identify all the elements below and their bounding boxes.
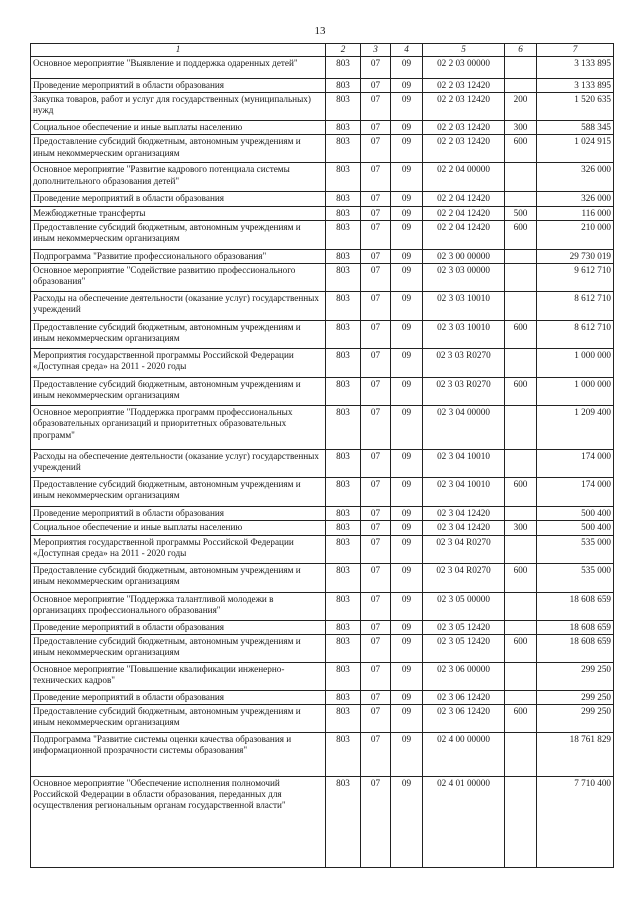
table-row	[31, 249, 614, 263]
row-sum-cell: 1 000 000	[537, 378, 614, 406]
header-cell: 1	[31, 44, 326, 57]
row-pr-cell: 09	[391, 450, 423, 478]
row-pr-cell: 09	[391, 192, 423, 206]
row-rz-cell: 07	[361, 535, 391, 563]
row-ved-cell: 803	[326, 776, 361, 867]
row-name-cell: Основное мероприятие "Поддержка талантливой молодежи в организациях профессионального образования"	[31, 592, 326, 620]
table-row	[31, 93, 614, 121]
table-row	[31, 634, 614, 662]
row-vr-cell	[505, 79, 537, 93]
table-row	[31, 478, 614, 507]
row-ved-cell: 803	[326, 321, 361, 349]
header-cell: 6	[505, 44, 537, 57]
row-vr-cell: 600	[505, 321, 537, 349]
row-pr-cell: 09	[391, 321, 423, 349]
row-vr-cell: 600	[505, 563, 537, 592]
row-rz-cell: 07	[361, 478, 391, 507]
row-sum-cell: 116 000	[537, 206, 614, 220]
table-row	[31, 662, 614, 690]
row-ved-cell: 803	[326, 563, 361, 592]
row-csr-cell: 02 3 06 12420	[423, 690, 505, 704]
table-row	[31, 406, 614, 450]
row-sum-cell: 18 608 659	[537, 620, 614, 634]
row-csr-cell: 02 3 03 R0270	[423, 378, 505, 406]
row-rz-cell: 07	[361, 732, 391, 776]
row-csr-cell: 02 3 04 10010	[423, 478, 505, 507]
table-row	[31, 732, 614, 776]
row-csr-cell: 02 3 05 12420	[423, 634, 505, 662]
row-rz-cell: 07	[361, 135, 391, 163]
row-sum-cell: 174 000	[537, 450, 614, 478]
row-ved-cell: 803	[326, 135, 361, 163]
table-row	[31, 592, 614, 620]
row-ved-cell: 803	[326, 292, 361, 321]
row-name-cell: Основное мероприятие "Содействие развитию профессионального образования"	[31, 264, 326, 292]
row-pr-cell: 09	[391, 521, 423, 535]
row-sum-cell: 500 400	[537, 521, 614, 535]
row-csr-cell: 02 2 04 00000	[423, 163, 505, 192]
row-vr-cell	[505, 690, 537, 704]
table-row	[31, 321, 614, 349]
row-sum-cell: 588 345	[537, 121, 614, 135]
row-vr-cell: 300	[505, 521, 537, 535]
row-pr-cell: 09	[391, 57, 423, 79]
table-row	[31, 776, 614, 867]
row-ved-cell: 803	[326, 378, 361, 406]
row-rz-cell: 07	[361, 662, 391, 690]
row-pr-cell: 09	[391, 79, 423, 93]
row-name-cell: Подпрограмма "Развитие системы оценки качества образования и информационной прозрачности системы образования"	[31, 732, 326, 776]
row-sum-cell: 535 000	[537, 563, 614, 592]
row-rz-cell: 07	[361, 634, 391, 662]
row-vr-cell	[505, 406, 537, 450]
table-row	[31, 79, 614, 93]
row-vr-cell	[505, 249, 537, 263]
row-ved-cell: 803	[326, 450, 361, 478]
row-vr-cell	[505, 507, 537, 521]
row-rz-cell: 07	[361, 57, 391, 79]
row-rz-cell: 07	[361, 163, 391, 192]
table-row	[31, 378, 614, 406]
row-vr-cell	[505, 776, 537, 867]
row-ved-cell: 803	[326, 690, 361, 704]
row-sum-cell: 1 000 000	[537, 349, 614, 378]
row-rz-cell: 07	[361, 690, 391, 704]
row-pr-cell: 09	[391, 662, 423, 690]
table-row	[31, 704, 614, 732]
row-csr-cell: 02 2 04 12420	[423, 206, 505, 220]
table-row	[31, 57, 614, 79]
row-ved-cell: 803	[326, 521, 361, 535]
row-ved-cell: 803	[326, 704, 361, 732]
row-pr-cell: 09	[391, 535, 423, 563]
row-name-cell: Мероприятия государственной программы Российской Федерации «Доступная среда» на 2011 - 2020 годы	[31, 349, 326, 378]
row-sum-cell: 7 710 400	[537, 776, 614, 867]
row-pr-cell: 09	[391, 406, 423, 450]
row-csr-cell: 02 3 04 R0270	[423, 563, 505, 592]
row-name-cell: Проведение мероприятий в области образования	[31, 507, 326, 521]
row-pr-cell: 09	[391, 690, 423, 704]
row-pr-cell: 09	[391, 732, 423, 776]
row-rz-cell: 07	[361, 378, 391, 406]
row-sum-cell: 210 000	[537, 220, 614, 249]
row-vr-cell	[505, 592, 537, 620]
row-sum-cell: 174 000	[537, 478, 614, 507]
row-name-cell: Расходы на обеспечение деятельности (оказание услуг) государственных учреждений	[31, 292, 326, 321]
row-csr-cell: 02 3 00 00000	[423, 249, 505, 263]
row-csr-cell: 02 3 05 12420	[423, 620, 505, 634]
row-vr-cell	[505, 535, 537, 563]
row-pr-cell: 09	[391, 249, 423, 263]
table-row	[31, 220, 614, 249]
row-pr-cell: 09	[391, 264, 423, 292]
table-row	[31, 163, 614, 192]
row-name-cell: Проведение мероприятий в области образования	[31, 192, 326, 206]
row-pr-cell: 09	[391, 378, 423, 406]
row-sum-cell: 299 250	[537, 662, 614, 690]
row-rz-cell: 07	[361, 292, 391, 321]
row-sum-cell: 1 520 635	[537, 93, 614, 121]
row-csr-cell: 02 2 03 12420	[423, 93, 505, 121]
row-vr-cell: 600	[505, 135, 537, 163]
row-name-cell: Предоставление субсидий бюджетным, автономным учреждениям и иным некоммерческим организациям	[31, 634, 326, 662]
row-rz-cell: 07	[361, 406, 391, 450]
row-ved-cell: 803	[326, 163, 361, 192]
row-ved-cell: 803	[326, 220, 361, 249]
row-vr-cell	[505, 192, 537, 206]
row-vr-cell	[505, 450, 537, 478]
row-rz-cell: 07	[361, 220, 391, 249]
row-sum-cell: 1 024 915	[537, 135, 614, 163]
row-name-cell: Основное мероприятие "Обеспечение исполнения полномочий Российской Федерации в области образования, переданных для осуществления региональным органам государственной власти"	[31, 776, 326, 867]
row-name-cell: Социальное обеспечение и иные выплаты населению	[31, 521, 326, 535]
table-row	[31, 690, 614, 704]
row-sum-cell: 299 250	[537, 704, 614, 732]
table-row	[31, 535, 614, 563]
row-rz-cell: 07	[361, 206, 391, 220]
row-sum-cell: 8 612 710	[537, 292, 614, 321]
row-name-cell: Социальное обеспечение и иные выплаты населению	[31, 121, 326, 135]
row-csr-cell: 02 3 04 R0270	[423, 535, 505, 563]
row-rz-cell: 07	[361, 93, 391, 121]
row-sum-cell: 500 400	[537, 507, 614, 521]
row-pr-cell: 09	[391, 292, 423, 321]
row-sum-cell: 18 761 829	[537, 732, 614, 776]
row-ved-cell: 803	[326, 93, 361, 121]
row-rz-cell: 07	[361, 192, 391, 206]
row-sum-cell: 3 133 895	[537, 57, 614, 79]
row-csr-cell: 02 3 03 00000	[423, 264, 505, 292]
row-vr-cell: 300	[505, 121, 537, 135]
row-csr-cell: 02 2 03 12420	[423, 135, 505, 163]
row-csr-cell: 02 3 05 00000	[423, 592, 505, 620]
row-pr-cell: 09	[391, 135, 423, 163]
row-sum-cell: 18 608 659	[537, 634, 614, 662]
table-row	[31, 192, 614, 206]
table-row	[31, 507, 614, 521]
row-ved-cell: 803	[326, 535, 361, 563]
row-name-cell: Основное мероприятие "Повышение квалификации инженерно-технических кадров"	[31, 662, 326, 690]
row-pr-cell: 09	[391, 93, 423, 121]
header-cell: 5	[423, 44, 505, 57]
row-rz-cell: 07	[361, 563, 391, 592]
table-row	[31, 620, 614, 634]
row-rz-cell: 07	[361, 321, 391, 349]
row-ved-cell: 803	[326, 406, 361, 450]
header-row	[31, 44, 614, 57]
row-ved-cell: 803	[326, 206, 361, 220]
row-sum-cell: 1 209 400	[537, 406, 614, 450]
row-ved-cell: 803	[326, 121, 361, 135]
row-pr-cell: 09	[391, 478, 423, 507]
row-rz-cell: 07	[361, 521, 391, 535]
row-csr-cell: 02 2 03 12420	[423, 79, 505, 93]
row-name-cell: Предоставление субсидий бюджетным, автономным учреждениям и иным некоммерческим организациям	[31, 378, 326, 406]
row-pr-cell: 09	[391, 349, 423, 378]
row-ved-cell: 803	[326, 634, 361, 662]
row-name-cell: Расходы на обеспечение деятельности (оказание услуг) государственных учреждений	[31, 450, 326, 478]
table-row	[31, 264, 614, 292]
row-ved-cell: 803	[326, 478, 361, 507]
row-name-cell: Мероприятия государственной программы Российской Федерации «Доступная среда» на 2011 - 2020 годы	[31, 535, 326, 563]
row-ved-cell: 803	[326, 264, 361, 292]
row-ved-cell: 803	[326, 507, 361, 521]
table-row	[31, 521, 614, 535]
row-vr-cell	[505, 57, 537, 79]
table-row	[31, 121, 614, 135]
row-ved-cell: 803	[326, 57, 361, 79]
budget-table	[30, 43, 614, 868]
header-cell: 4	[391, 44, 423, 57]
row-ved-cell: 803	[326, 349, 361, 378]
row-vr-cell: 500	[505, 206, 537, 220]
row-rz-cell: 07	[361, 450, 391, 478]
row-name-cell: Предоставление субсидий бюджетным, автономным учреждениям и иным некоммерческим организациям	[31, 704, 326, 732]
row-ved-cell: 803	[326, 249, 361, 263]
row-name-cell: Предоставление субсидий бюджетным, автономным учреждениям и иным некоммерческим организациям	[31, 563, 326, 592]
row-sum-cell: 3 133 895	[537, 79, 614, 93]
row-sum-cell: 326 000	[537, 192, 614, 206]
row-name-cell: Проведение мероприятий в области образования	[31, 690, 326, 704]
table-row	[31, 135, 614, 163]
table-row	[31, 349, 614, 378]
row-csr-cell: 02 3 04 12420	[423, 507, 505, 521]
row-name-cell: Предоставление субсидий бюджетным, автономным учреждениям и иным некоммерческим организациям	[31, 321, 326, 349]
row-csr-cell: 02 4 00 00000	[423, 732, 505, 776]
row-name-cell: Закупка товаров, работ и услуг для государственных (муниципальных) нужд	[31, 93, 326, 121]
row-csr-cell: 02 2 04 12420	[423, 192, 505, 206]
row-name-cell: Основное мероприятие "Развитие кадрового потенциала системы дополнительного образования детей"	[31, 163, 326, 192]
row-ved-cell: 803	[326, 662, 361, 690]
row-sum-cell: 29 730 019	[537, 249, 614, 263]
row-vr-cell	[505, 292, 537, 321]
row-csr-cell: 02 3 03 10010	[423, 292, 505, 321]
row-vr-cell: 600	[505, 378, 537, 406]
row-vr-cell: 600	[505, 478, 537, 507]
row-name-cell: Основное мероприятие "Выявление и поддержка одаренных детей"	[31, 57, 326, 79]
row-rz-cell: 07	[361, 704, 391, 732]
row-pr-cell: 09	[391, 620, 423, 634]
table-row	[31, 292, 614, 321]
row-csr-cell: 02 3 06 12420	[423, 704, 505, 732]
row-rz-cell: 07	[361, 776, 391, 867]
row-pr-cell: 09	[391, 704, 423, 732]
row-csr-cell: 02 3 04 10010	[423, 450, 505, 478]
row-vr-cell: 600	[505, 634, 537, 662]
row-ved-cell: 803	[326, 79, 361, 93]
row-name-cell: Предоставление субсидий бюджетным, автономным учреждениям и иным некоммерческим организациям	[31, 478, 326, 507]
row-vr-cell: 600	[505, 704, 537, 732]
row-name-cell: Межбюджетные трансферты	[31, 206, 326, 220]
row-rz-cell: 07	[361, 121, 391, 135]
row-name-cell: Проведение мероприятий в области образования	[31, 79, 326, 93]
row-csr-cell: 02 3 04 12420	[423, 521, 505, 535]
table-row	[31, 450, 614, 478]
row-rz-cell: 07	[361, 264, 391, 292]
row-csr-cell: 02 2 03 00000	[423, 57, 505, 79]
row-csr-cell: 02 2 03 12420	[423, 121, 505, 135]
row-name-cell: Предоставление субсидий бюджетным, автономным учреждениям и иным некоммерческим организациям	[31, 220, 326, 249]
row-rz-cell: 07	[361, 79, 391, 93]
row-csr-cell: 02 4 01 00000	[423, 776, 505, 867]
row-vr-cell: 200	[505, 93, 537, 121]
row-sum-cell: 18 608 659	[537, 592, 614, 620]
row-rz-cell: 07	[361, 349, 391, 378]
row-pr-cell: 09	[391, 507, 423, 521]
row-vr-cell	[505, 264, 537, 292]
row-pr-cell: 09	[391, 220, 423, 249]
row-sum-cell: 8 612 710	[537, 321, 614, 349]
row-vr-cell	[505, 620, 537, 634]
row-vr-cell: 600	[505, 220, 537, 249]
row-rz-cell: 07	[361, 592, 391, 620]
row-csr-cell: 02 3 03 10010	[423, 321, 505, 349]
row-vr-cell	[505, 349, 537, 378]
row-vr-cell	[505, 163, 537, 192]
row-pr-cell: 09	[391, 776, 423, 867]
row-vr-cell	[505, 662, 537, 690]
row-pr-cell: 09	[391, 206, 423, 220]
row-ved-cell: 803	[326, 592, 361, 620]
table-row	[31, 563, 614, 592]
row-sum-cell: 326 000	[537, 163, 614, 192]
row-ved-cell: 803	[326, 620, 361, 634]
row-pr-cell: 09	[391, 163, 423, 192]
row-name-cell: Проведение мероприятий в области образования	[31, 620, 326, 634]
header-cell: 7	[537, 44, 614, 57]
row-ved-cell: 803	[326, 192, 361, 206]
row-pr-cell: 09	[391, 592, 423, 620]
row-csr-cell: 02 3 06 00000	[423, 662, 505, 690]
row-sum-cell: 535 000	[537, 535, 614, 563]
table-body	[31, 44, 614, 868]
row-rz-cell: 07	[361, 507, 391, 521]
header-cell: 3	[361, 44, 391, 57]
header-cell: 2	[326, 44, 361, 57]
row-ved-cell: 803	[326, 732, 361, 776]
table-row	[31, 206, 614, 220]
row-vr-cell	[505, 732, 537, 776]
row-name-cell: Предоставление субсидий бюджетным, автономным учреждениям и иным некоммерческим организациям	[31, 135, 326, 163]
row-pr-cell: 09	[391, 121, 423, 135]
row-sum-cell: 299 250	[537, 690, 614, 704]
row-pr-cell: 09	[391, 563, 423, 592]
row-name-cell: Подпрограмма "Развитие профессионального образования"	[31, 249, 326, 263]
row-csr-cell: 02 3 03 R0270	[423, 349, 505, 378]
row-sum-cell: 9 612 710	[537, 264, 614, 292]
row-pr-cell: 09	[391, 634, 423, 662]
row-csr-cell: 02 3 04 00000	[423, 406, 505, 450]
row-name-cell: Основное мероприятие "Поддержка программ профессиональных образовательных организаций и приоритетных образовательных программ"	[31, 406, 326, 450]
row-rz-cell: 07	[361, 620, 391, 634]
row-csr-cell: 02 2 04 12420	[423, 220, 505, 249]
page-number: 13	[314, 25, 326, 37]
row-rz-cell: 07	[361, 249, 391, 263]
